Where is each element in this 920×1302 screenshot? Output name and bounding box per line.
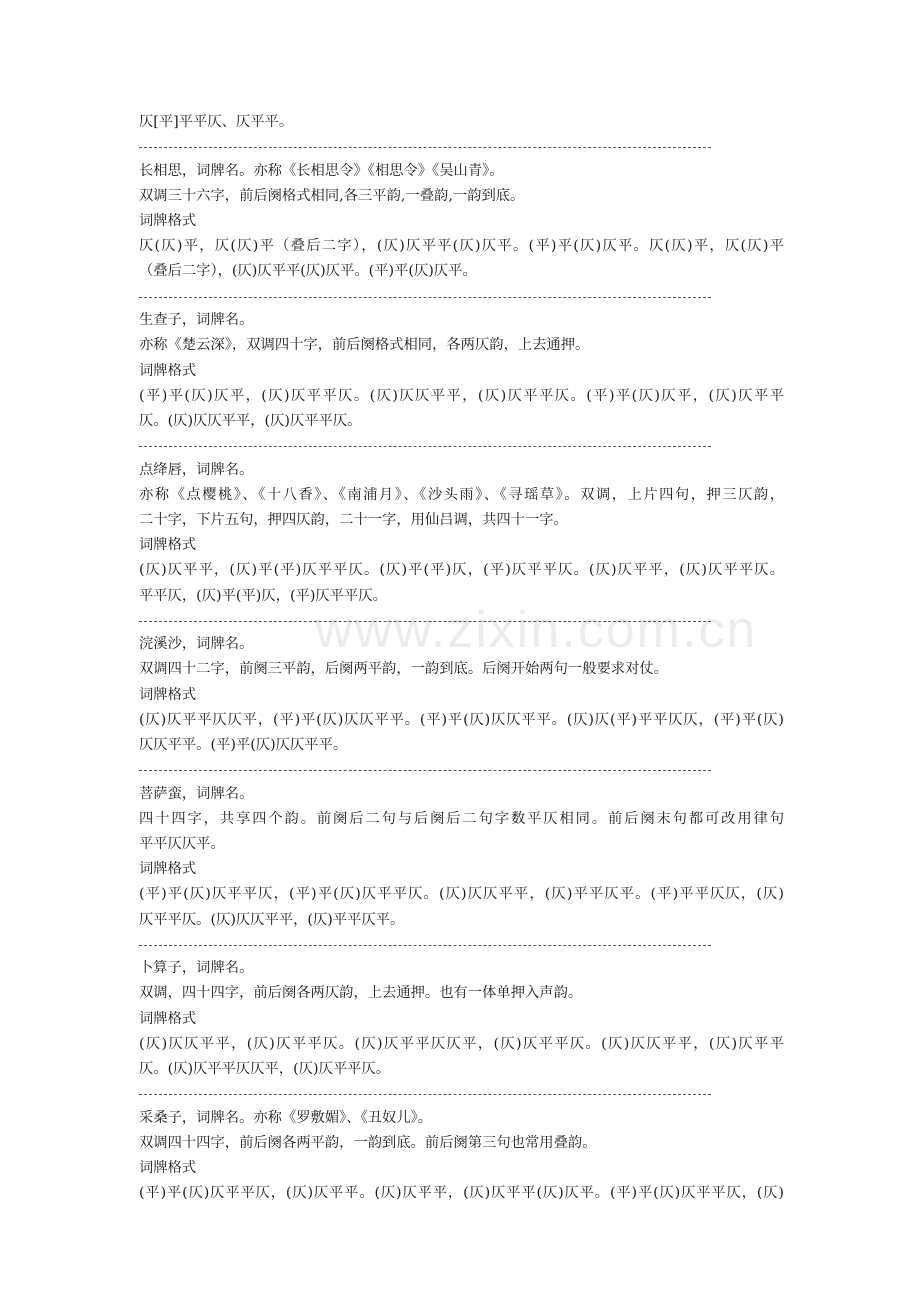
format-label: 词牌格式 xyxy=(139,362,197,379)
section-divider xyxy=(139,609,711,633)
format-line: 平平仄，(仄)平(平)仄，(平)仄平平仄。 xyxy=(139,587,387,604)
watermark: www.zixin.com.cn xyxy=(315,601,758,659)
entry-description: 双调四十二字，前阕三平韵，后阕两平韵，一韵到底。后阕开始两句一般要求对仗。 xyxy=(139,661,668,678)
section-divider xyxy=(139,135,711,159)
format-line: (平)平(仄)仄平平仄，(仄)仄平平。(仄)仄平平，(仄)仄平平(仄)仄平。(平)平(仄)仄平平仄，(仄) xyxy=(139,1185,784,1202)
entry-description: 平平仄仄平。 xyxy=(139,836,225,852)
entry-title: 卜算子，词牌名。 xyxy=(139,960,254,977)
entry-title: 采桑子，词牌名。亦称《罗敷媚》、《丑奴儿》。 xyxy=(139,1109,433,1126)
entry-title: 长相思，词牌名。亦称《长相思令》《相思令》《吴山青》。 xyxy=(139,162,504,179)
format-label: 词牌格式 xyxy=(139,213,197,230)
format-label: 词牌格式 xyxy=(139,686,197,703)
entry-title: 点绛唇，词牌名。 xyxy=(139,461,254,478)
section-divider xyxy=(139,758,711,782)
entry-description: 亦称《点樱桃》、《十八香》、《南浦月》、《沙头雨》、《寻瑶草》。双调，上片四句，押三仄韵， xyxy=(139,486,784,503)
format-line: 仄平平仄。(仄)仄仄平平，(仄)平平仄平。 xyxy=(139,911,405,928)
section-divider xyxy=(139,933,711,957)
format-label: 词牌格式 xyxy=(139,1010,197,1027)
format-line: (仄)仄平平仄仄平，(平)平(仄)仄仄平平。(平)平(仄)仄仄平平。(仄)仄(平)平平仄仄，(平)平(仄) xyxy=(139,711,784,728)
entry-description: 亦称《楚云深》，双调四十字，前后阕格式相同，各两仄韵，上去通押。 xyxy=(139,337,590,354)
section-divider xyxy=(139,1082,711,1106)
entry-title: 菩萨蛮，词牌名。 xyxy=(139,785,254,802)
entry-description: 双调四十四字，前后阕各两平韵，一韵到底。前后阕第三句也常用叠韵。 xyxy=(139,1134,597,1151)
entry-description: 二十字，下片五句，押四仄韵，二十一字，用仙吕调，共四十一字。 xyxy=(139,511,568,528)
format-line: （叠后二字），(仄)仄平平(仄)仄平。(平)平(仄)仄平。 xyxy=(139,263,477,280)
format-label: 词牌格式 xyxy=(139,1160,197,1177)
entry-title: 生查子，词牌名。 xyxy=(139,312,254,329)
format-line: (仄)仄仄平平，(仄)仄平平仄。(仄)仄平平仄仄平，(仄)仄平平仄。(仄)仄仄平平，(仄)仄平平 xyxy=(139,1035,784,1052)
section-divider xyxy=(139,434,711,458)
section-divider xyxy=(139,285,711,309)
format-label: 词牌格式 xyxy=(139,861,197,878)
format-line: (仄)仄平平，(仄)平(平)仄平平仄。(仄)平(平)仄，(平)仄平平仄。(仄)仄平平，(仄)仄平平仄。 xyxy=(139,562,784,579)
entry-description: 四十四字，共享四个韵。前阕后二句与后阕后二句字数平仄相同。前后阕末句都可改用律句 xyxy=(139,810,784,827)
format-line: (平)平(仄)仄平，(仄)仄平平仄。(仄)仄仄平平，(仄)仄平平仄。(平)平(仄)仄平，(仄)仄平平 xyxy=(139,387,784,404)
format-line: 仄。(仄)仄仄平平，(仄)仄平平仄。 xyxy=(139,412,362,429)
format-label: 词牌格式 xyxy=(139,537,197,554)
format-line: 仄。(仄)仄平平仄仄平，(仄)仄平平仄。 xyxy=(139,1061,391,1077)
format-line: (平)平(仄)仄平平仄，(平)平(仄)仄平平仄。(仄)仄仄平平，(仄)平平仄平。(平)平平仄仄，(仄) xyxy=(139,886,784,903)
entry-description: 双调三十六字，前后阕格式相同,各三平韵,一叠韵,一韵到底。 xyxy=(139,187,525,204)
format-line: 仄(仄)平，仄(仄)平（叠后二字），(仄)仄平平(仄)仄平。(平)平(仄)仄平。仄(仄)平，仄(仄)平 xyxy=(139,238,784,255)
intro-line: 仄[平]平平仄、仄平平。 xyxy=(139,114,294,130)
entry-title: 浣溪沙，词牌名。 xyxy=(139,636,254,653)
format-line: 仄仄平平。(平)平(仄)仄仄平平。 xyxy=(139,736,348,753)
document-body xyxy=(139,110,784,1206)
entry-description: 双调，四十四字，前后阕各两仄韵，上去通押。也有一体单押入声韵。 xyxy=(139,985,583,1002)
